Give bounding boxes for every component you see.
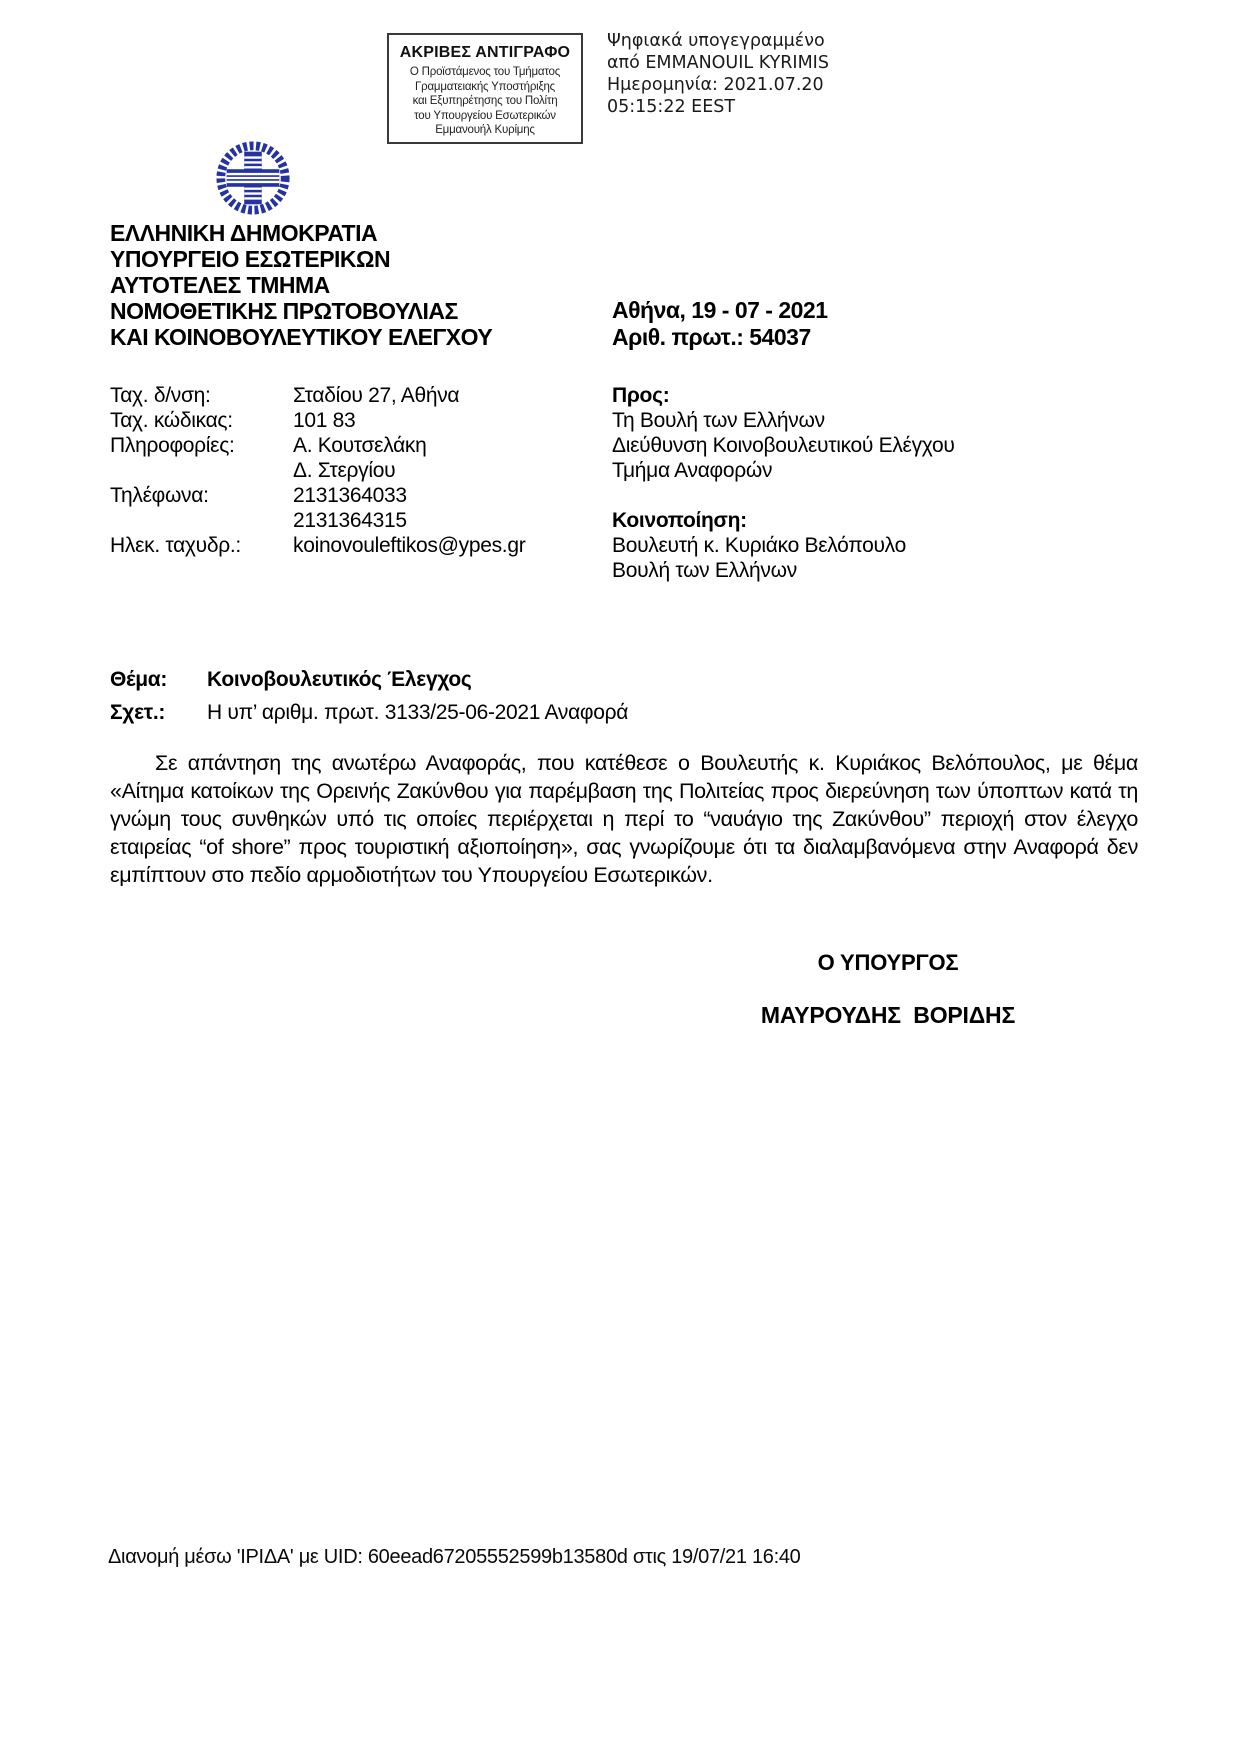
contact-label [110,458,293,483]
digital-signature-line: Ψηφιακά υπογεγραμμένο [607,31,825,51]
reference-text: Η υπ’ αριθμ. πρωτ. 3133/25-06-2021 Αναφορά [207,701,629,724]
reference-label: Σχετ.: [110,701,166,724]
contact-row [110,483,525,508]
contact-value: 2131364315 [293,509,407,532]
org-line-republic: ΕΛΛΗΝΙΚΗ ΔΗΜΟΚΡΑΤΙΑ [110,220,378,246]
contact-email: koinovouleftikos@ypes.gr [293,534,526,557]
contact-row [110,508,525,533]
cc-block [612,508,906,583]
to-line: Διεύθυνση Κοινοβουλευτικού Ελέγχου [612,434,955,457]
stamp-line: Εμμανουήλ Κυρίμης [435,124,535,136]
to-heading: Προς: [612,384,670,407]
contact-row [110,383,525,408]
contact-row [110,458,525,483]
subject-text: Κοινοβουλευτικός Έλεγχος [207,668,472,691]
org-line-unit-1: ΝΟΜΟΘΕΤΙΚΗΣ ΠΡΩΤΟΒΟΥΛΙΑΣ [110,298,458,324]
distribution-footer: Διανομή μέσω 'ΙΡΙΔΑ' με UID: 60eead67205552599b13580d στις 19/07/21 16:40 [108,1546,801,1568]
subject-row [110,668,472,692]
contact-row [110,408,525,433]
contact-label: Τηλέφωνα: [110,484,209,507]
stamp-line: και Εξυπηρέτησης του Πολίτη [412,95,558,107]
contact-value: Σταδίου 27, Αθήνα [293,384,460,407]
signature-name: ΜΑΥΡΟΥΔΗΣ ΒΟΡΙΔΗΣ [760,1002,1016,1028]
org-line-department: ΑΥΤΟΤΕΛΕΣ ΤΜΗΜΑ [110,272,330,298]
city-date: Αθήνα, 19 - 07 - 2021 [612,297,828,323]
certified-copy-stamp [387,33,583,144]
signature-title: Ο ΥΠΟΥΡΓΟΣ [817,950,959,975]
digital-signature-line: από EMMANOUIL KYRIMIS [607,53,829,73]
cc-line: Βουλή των Ελλήνων [612,559,797,582]
meta-block [612,297,828,351]
body-paragraph: Σε απάντηση της ανωτέρω Αναφοράς, που κατέθεσε ο Βουλευτής κ. Κυριάκος Βελόπουλος, με θέμα «Αίτημα κατοίκων της Ορεινής Ζακύνθου για παρέμβαση της Πολιτείας προς διερεύνηση των ύποπτων κατά τη γνώμη τους συνθηκών υπό τις οποίες περιέρχεται η περί το “ναυάγιο της Ζακύνθου” περιοχή στον έλεγχο εταιρείας “of shore” προς τουριστική αξιοποίηση», σας γνωρίζουμε ότι τα διαλαμβανόμενα στην Αναφορά δεν εμπίπτουν στο πεδίο αρμοδιοτήτων του Υπουργείου Εσωτερικών. [110,751,1138,887]
contact-row [110,533,525,558]
org-header [110,220,492,350]
cc-heading: Κοινοποίηση: [612,509,747,532]
stamp-line: Γραμματειακής Υποστήριξης [414,80,556,93]
contact-label: Ταχ. δ/νση: [110,384,211,407]
subject-label: Θέμα: [110,668,168,691]
stamp-title: ΑΚΡΙΒΕΣ ΑΝΤΙΓΡΑΦΟ [399,44,571,61]
org-line-ministry: ΥΠΟΥΡΓΕΙΟ ΕΣΩΤΕΡΙΚΩΝ [110,246,391,272]
contact-value: Α. Κουτσελάκη [293,434,427,457]
digital-signature-line: Ημερομηνία: 2021.07.20 [607,75,824,95]
contact-label: Ηλεκ. ταχυδρ.: [110,534,241,557]
to-block [612,383,955,483]
digital-signature-line: 05:15:22 EEST [607,97,736,117]
contact-label [110,508,293,533]
contact-label: Πληροφορίες: [110,434,235,457]
org-line-unit-2: ΚΑΙ ΚΟΙΝΟΒΟΥΛΕΥΤΙΚΟΥ ΕΛΕΓΧΟΥ [110,324,493,350]
to-line: Τη Βουλή των Ελλήνων [612,409,825,432]
digital-signature-block [607,30,829,118]
contact-row [110,433,525,458]
to-line: Τμήμα Αναφορών [612,459,773,482]
reference-row [110,701,628,725]
stamp-line: Ο Προϊστάμενος του Τμήματος [409,66,561,78]
contact-value: 2131364033 [293,484,407,507]
protocol-number: Αριθ. πρωτ.: 54037 [612,324,811,350]
contact-label: Ταχ. κώδικας: [110,409,233,432]
stamp-line: του Υπουργείου Εσωτερικών [414,109,556,122]
cc-line: Βουλευτή κ. Κυριάκο Βελόπουλο [612,534,906,557]
contact-value: Δ. Στεργίου [293,459,396,482]
contact-value: 101 83 [293,409,356,432]
contact-block [110,383,525,558]
greek-coat-of-arms-icon [214,139,292,217]
